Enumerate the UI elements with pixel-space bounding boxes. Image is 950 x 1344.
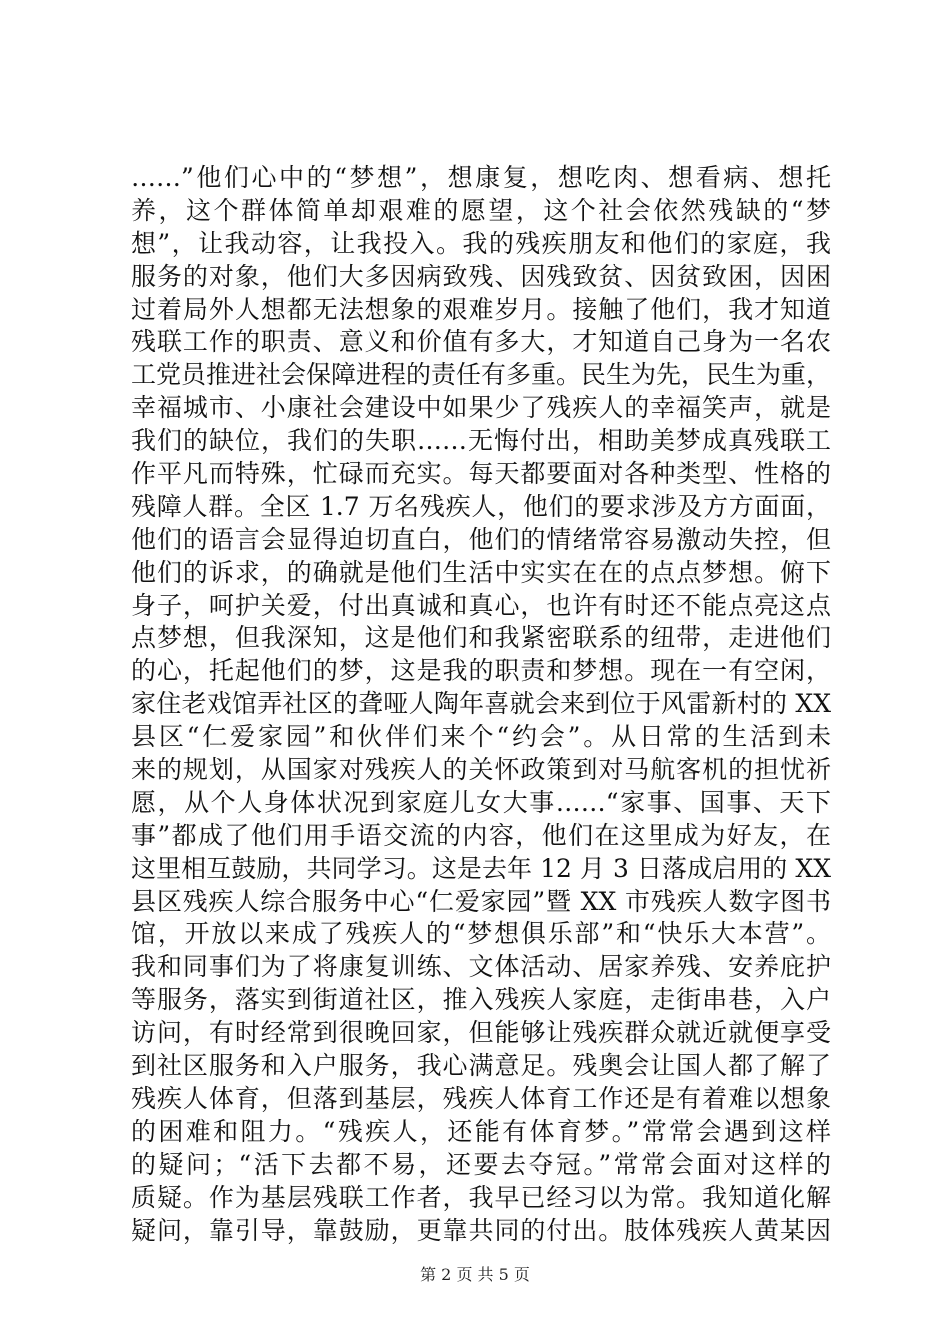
text-line: 身子，呵护关爱，付出真诚和真心，也许有时还不能点亮这点	[131, 590, 831, 620]
text-line: 质疑。作为基层残联工作者，我早已经习以为常。我知道化解	[131, 1182, 831, 1212]
text-line: 这里相互鼓励，共同学习。这是去年 12 月 3 日落成启用的 XX	[131, 853, 831, 883]
body-text	[131, 162, 831, 1247]
text-line: 馆，开放以来成了残疾人的“梦想俱乐部”和“快乐大本营”。	[131, 919, 831, 949]
text-line: 我和同事们为了将康复训练、文体活动、居家养残、安养庇护	[131, 952, 831, 982]
text-line: 县区“仁爱家园”和伙伴们来个“约会”。从日常的生活到未	[131, 722, 831, 752]
text-line: 他们的语言会显得迫切直白，他们的情绪常容易激动失控，但	[131, 524, 831, 554]
page-footer: 第 2 页 共 5 页	[420, 1265, 530, 1284]
text-line: 等服务，落实到街道社区，推入残疾人家庭，走街串巷，入户	[131, 985, 831, 1015]
text-line: 的心，托起他们的梦，这是我的职责和梦想。现在一有空闲，	[131, 656, 831, 686]
text-line: 家住老戏馆弄社区的聋哑人陶年喜就会来到位于风雷新村的 XX	[131, 689, 831, 719]
text-line: 事”都成了他们用手语交流的内容，他们在这里成为好友，在	[131, 820, 831, 850]
text-line: 点梦想，但我深知，这是他们和我紧密联系的纽带，走进他们	[131, 623, 831, 653]
text-line: 作平凡而特殊，忙碌而充实。每天都要面对各种类型、性格的	[131, 459, 831, 489]
text-line: 想”，让我动容，让我投入。我的残疾朋友和他们的家庭，我	[131, 228, 831, 258]
text-line: 到社区服务和入户服务，我心满意足。残奥会让国人都了解了	[131, 1051, 831, 1081]
text-line: 工党员推进社会保障进程的责任有多重。民生为先，民生为重，	[131, 360, 832, 390]
text-line: 残疾人体育，但落到基层，残疾人体育工作还是有着难以想象	[131, 1083, 831, 1113]
text-line: 的疑问；“活下去都不易，还要去夺冠。”常常会面对这样的	[131, 1149, 831, 1179]
text-line: 访问，有时经常到很晚回家，但能够让残疾群众就近就便享受	[131, 1018, 831, 1048]
text-line: 残障人群。全区 1.7 万名残疾人，他们的要求涉及方方面面，	[131, 491, 831, 521]
text-line: 疑问，靠引导，靠鼓励，更靠共同的付出。肢体残疾人黄某因	[131, 1215, 831, 1245]
text-line: 县区残疾人综合服务中心“仁爱家园”暨 XX 市残疾人数字图书	[131, 886, 831, 916]
text-line: 过着局外人想都无法想象的艰难岁月。接触了他们，我才知道	[131, 294, 831, 324]
text-line: 愿，从个人身体状况到家庭儿女大事……“家事、国事、天下	[131, 787, 831, 817]
text-line: 残联工作的职责、意义和价值有多大，才知道自己身为一名农	[131, 327, 831, 357]
text-line: 他们的诉求，的确就是他们生活中实实在在的点点梦想。俯下	[131, 557, 831, 587]
text-line: 来的规划，从国家对残疾人的关怀政策到对马航客机的担忧祈	[131, 755, 831, 785]
text-line: 的困难和阻力。“残疾人，还能有体育梦。”常常会遇到这样	[131, 1116, 831, 1146]
text-line: 服务的对象，他们大多因病致残、因残致贫、因贫致困，因困	[131, 261, 831, 291]
text-line: ……”他们心中的“梦想”，想康复，想吃肉、想看病、想托	[131, 163, 831, 192]
text-line: 幸福城市、小康社会建设中如果少了残疾人的幸福笑声，就是	[131, 393, 831, 423]
text-line: 养，这个群体简单却艰难的愿望，这个社会依然残缺的“梦	[131, 195, 831, 225]
text-line: 我们的缺位，我们的失职……无悔付出，相助美梦成真残联工	[131, 426, 831, 456]
